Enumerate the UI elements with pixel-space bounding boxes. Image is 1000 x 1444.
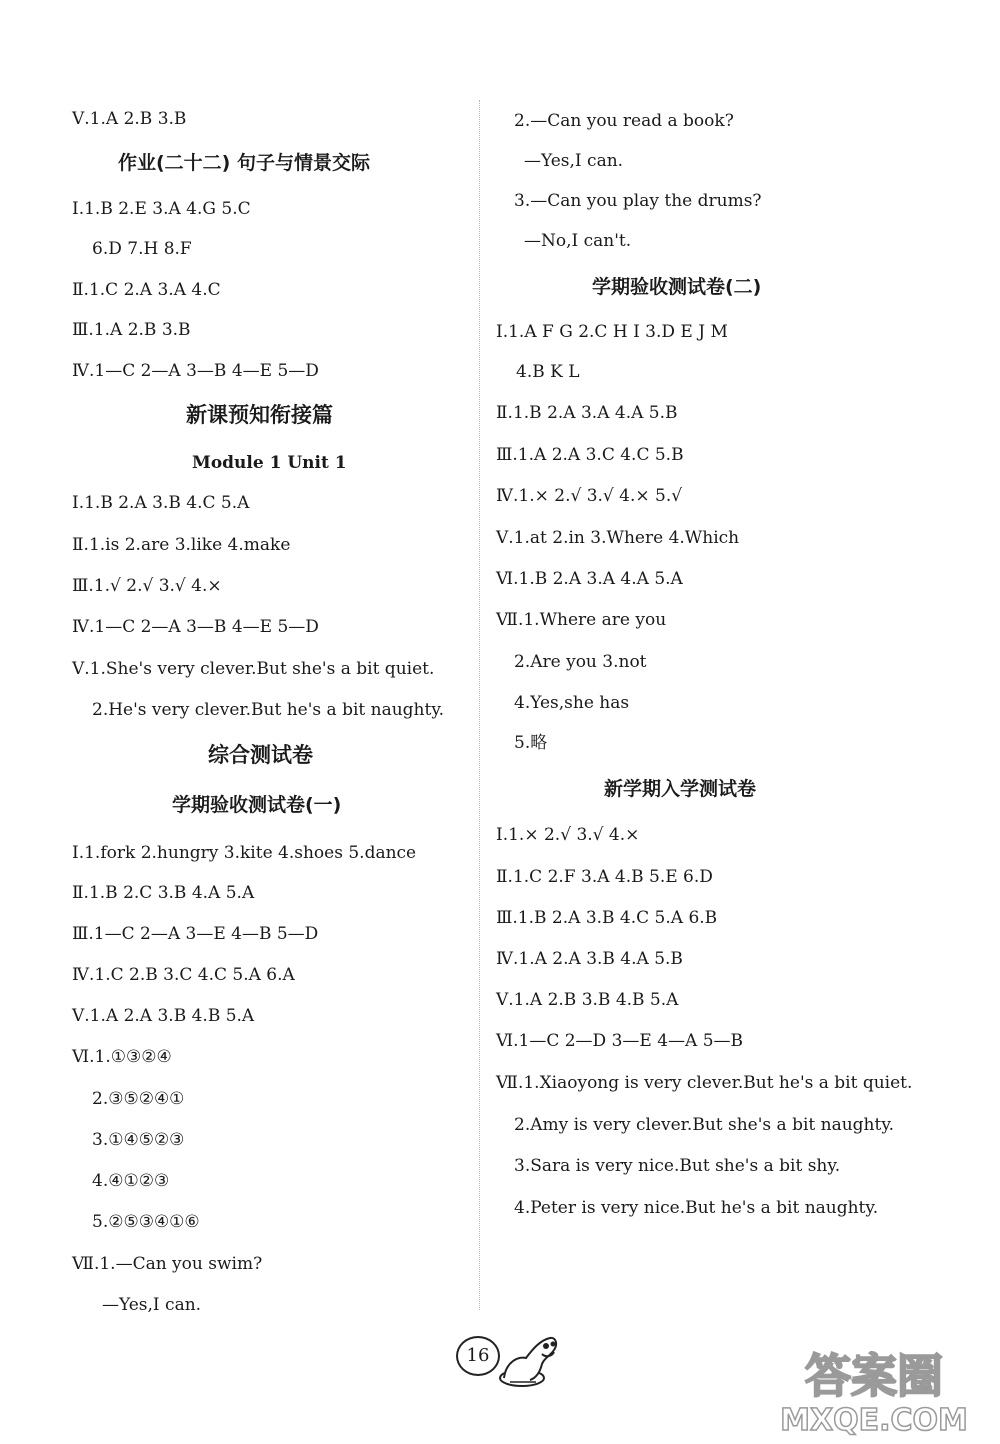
answer-line: 3.Sara is very nice.But she's a bit shy. (514, 1156, 841, 1176)
section-heading-new-lessons: 新课预知衔接篇 (186, 403, 333, 427)
answer-line: 2.③⑤②④① (92, 1089, 185, 1109)
answer-line: 4.④①②③ (92, 1171, 170, 1191)
answer-line: Ⅲ.1.√ 2.√ 3.√ 4.× (72, 576, 222, 596)
answer-line: Ⅵ.1—C 2—D 3—E 4—A 5—B (496, 1031, 744, 1051)
answer-line: 2.Are you 3.not (514, 652, 647, 672)
answer-line: Ⅱ.1.is 2.are 3.like 4.make (72, 535, 291, 555)
answer-line: Ⅲ.1.B 2.A 3.B 4.C 5.A 6.B (496, 908, 718, 928)
section-heading-entry-test: 新学期入学测试卷 (604, 778, 757, 800)
answer-line: Ⅰ.1.fork 2.hungry 3.kite 4.shoes 5.dance (72, 843, 417, 863)
answer-line: Ⅱ.1.C 2.F 3.A 4.B 5.E 6.D (496, 867, 713, 887)
answer-line: 2.—Can you read a book? (514, 111, 734, 131)
answer-line: 3.—Can you play the drums? (514, 191, 762, 211)
answer-line: Ⅰ.1.A F G 2.C H I 3.D E J M (496, 322, 728, 342)
answer-line: Ⅶ.1.Xiaoyong is very clever.But he's a bit quiet. (496, 1073, 913, 1093)
answer-line: Ⅰ.1.B 2.A 3.B 4.C 5.A (72, 493, 250, 513)
answer-line: Ⅳ.1—C 2—A 3—B 4—E 5—D (72, 617, 319, 637)
cartoon-mascot-icon (496, 1332, 562, 1390)
answer-line: Ⅴ.1.A 2.A 3.B 4.B 5.A (72, 1006, 255, 1026)
watermark (756, 1346, 992, 1436)
answer-line: —No,I can't. (524, 231, 632, 251)
answer-line: Ⅶ.1.—Can you swim? (72, 1254, 263, 1274)
answer-line: 6.D 7.H 8.F (92, 239, 192, 259)
watermark-url: MXQE.COM (780, 1403, 968, 1436)
answer-line: Ⅳ.1.A 2.A 3.B 4.A 5.B (496, 949, 683, 969)
section-heading-comprehensive: 综合测试卷 (208, 743, 313, 767)
section-heading-semester-test-2: 学期验收测试卷(二) (592, 276, 762, 298)
answer-line: Ⅵ.1.①③②④ (72, 1047, 172, 1067)
answer-line: Ⅰ.1.× 2.√ 3.√ 4.× (496, 825, 640, 845)
answer-line: Ⅲ.1—C 2—A 3—E 4—B 5—D (72, 924, 319, 944)
answer-line: Ⅴ.1.She's very clever.But she's a bit quiet. (72, 659, 435, 679)
watermark-logo (756, 1346, 992, 1436)
answer-line: 4.B K L (516, 362, 580, 382)
answer-line: 4.Peter is very nice.But he's a bit naughty. (514, 1198, 879, 1218)
page-footer (452, 1332, 562, 1392)
answer-line: Ⅴ.1.at 2.in 3.Where 4.Which (496, 528, 740, 548)
answer-line: Ⅳ.1—C 2—A 3—B 4—E 5—D (72, 361, 319, 381)
answer-line: 4.Yes,she has (514, 693, 630, 713)
section-heading-homework-22: 作业(二十二) 句子与情景交际 (118, 152, 370, 174)
answer-line: 2.He's very clever.But he's a bit naughty. (92, 700, 445, 720)
answer-line: Ⅶ.1.Where are you (496, 610, 667, 630)
answer-line: 5.②⑤③④①⑥ (92, 1212, 200, 1232)
answer-line: —Yes,I can. (524, 151, 624, 171)
answer-line: —Yes,I can. (102, 1295, 202, 1315)
answer-line: Ⅴ.1.A 2.B 3.B 4.B 5.A (496, 990, 679, 1010)
answer-line: 2.Amy is very clever.But she's a bit naughty. (514, 1115, 895, 1135)
answer-line: Ⅱ.1.B 2.A 3.A 4.A 5.B (496, 403, 678, 423)
answer-line: Ⅳ.1.C 2.B 3.C 4.C 5.A 6.A (72, 965, 295, 985)
page-number: 16 (456, 1336, 500, 1376)
answer-line: 3.①④⑤②③ (92, 1130, 185, 1150)
watermark-title: 答案圈 (805, 1349, 943, 1403)
answer-line: Ⅲ.1.A 2.B 3.B (72, 320, 191, 340)
answer-line: Ⅱ.1.B 2.C 3.B 4.A 5.A (72, 883, 255, 903)
answer-line: Ⅴ.1.A 2.B 3.B (72, 109, 187, 129)
answer-line: 5.略 (514, 733, 548, 753)
section-heading-semester-test-1: 学期验收测试卷(一) (172, 794, 342, 816)
column-divider (479, 100, 480, 1310)
module-heading: Module 1 Unit 1 (192, 453, 347, 473)
answer-line: Ⅱ.1.C 2.A 3.A 4.C (72, 280, 221, 300)
answer-line: Ⅲ.1.A 2.A 3.C 4.C 5.B (496, 445, 684, 465)
answer-line: Ⅳ.1.× 2.√ 3.√ 4.× 5.√ (496, 486, 683, 506)
answer-line: Ⅵ.1.B 2.A 3.A 4.A 5.A (496, 569, 683, 589)
answer-line: Ⅰ.1.B 2.E 3.A 4.G 5.C (72, 199, 251, 219)
